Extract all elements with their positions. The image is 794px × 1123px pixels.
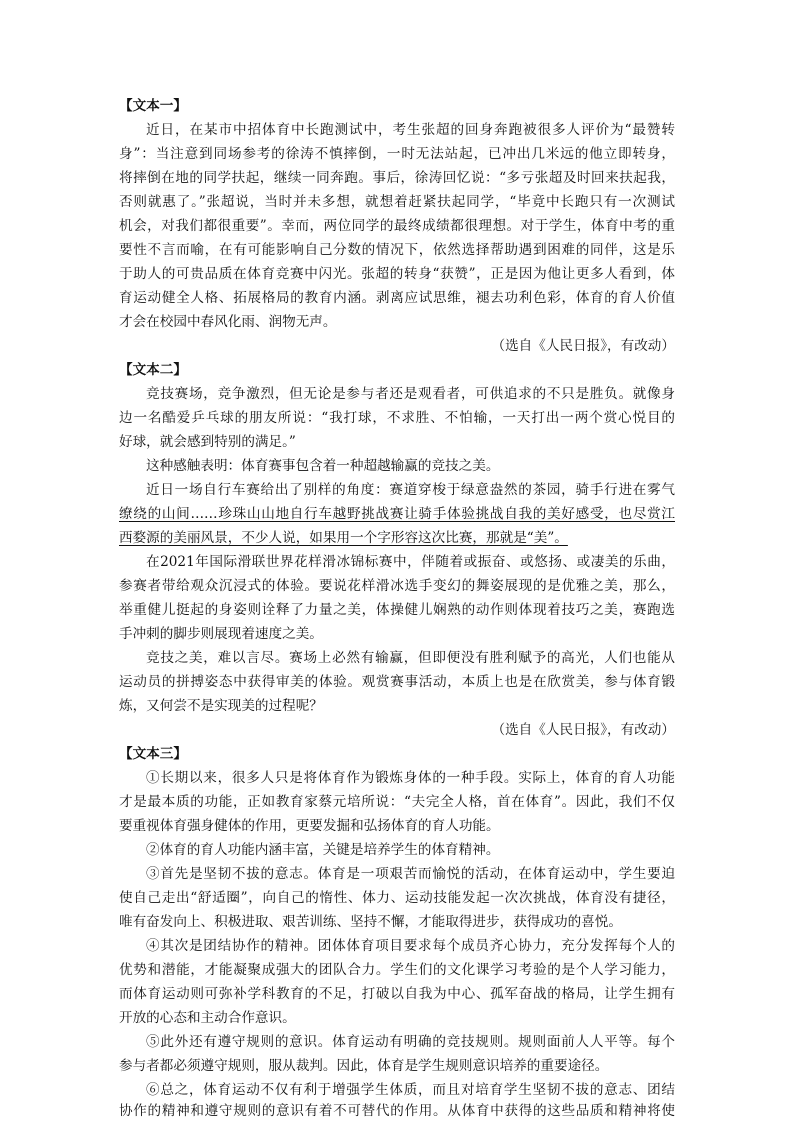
text2-line: 在2021年国际滑联世界花样滑冰锦标赛中，伴随着或振奋、或悠扬、或凄美的乐曲， (146, 554, 675, 570)
text1-line: 将摔倒在地的同学扶起，继续一同奔跑。事后，徐涛回忆说：“多亏张超及时回来扶起我， (119, 170, 675, 186)
text2-line: 举重健儿挺起的身姿则诠释了力量之美，体操健儿娴熟的动作则体现着技巧之美，赛跑选 (119, 602, 675, 618)
text1-line: 才会在校园中春风化雨、润物无声。 (119, 314, 337, 330)
text3-line: 使自己走出“舒适圈”，向自己的惰性、体力、运动技能发起一次次挑战，体育没有捷径， (119, 890, 675, 906)
text2-heading: 【文本二】 (119, 362, 187, 378)
text2-line: 参赛者带给观众沉浸式的体验。要说花样滑冰选手变幻的舞姿展现的是优雅之美，那么， (119, 578, 675, 594)
text2-underlined-line: 缭绕的山间……珍珠山山地自行车越野挑战赛让骑手体验挑战自我的美好感受，也尽赏江 (119, 506, 675, 522)
text2-underlined-line: 西婺源的美丽风景，不少人说，如果用一个字形容这次比赛，那就是“美”。 (119, 530, 568, 546)
text2-line: 这种感触表明：体育赛事包含着一种超越输赢的竞技之美。 (146, 458, 500, 474)
text3-line: 参与者都必须遵守规则，服从裁判。因此，体育是学生规则意识培养的重要途径。 (119, 1058, 609, 1074)
text3-line: ④其次是团结协作的精神。团体体育项目要求每个成员齐心协力，充分发挥每个人的 (146, 938, 675, 954)
text1-line: 否则就惠了。”张超说，当时并未多想，就想着赶紧扶起同学，“毕竟中长跑只有一次测试 (119, 194, 675, 210)
text2-line: 好球，就会感到特别的满足。” (119, 434, 296, 450)
text1-line: 要性不言而喻，在有可能影响自己分数的情况下，依然选择帮助遇到困难的同伴，这是乐 (119, 242, 675, 258)
text1-source: （选自《人民日报》，有改动） (491, 338, 675, 354)
text2-line: 炼，又何尝不是实现美的过程呢？ (119, 698, 323, 714)
text3-line: ①长期以来，很多人只是将体育作为锻炼身体的一种手段。实际上，体育的育人功能 (146, 770, 675, 786)
text2-line: 边一名酷爱乒乓球的朋友所说：“我打球，不求胜、不怕输，一天打出一两个赏心悦目的 (119, 410, 675, 426)
text3-line: 协作的精神和遵守规则的意识有着不可替代的作用。从体育中获得的这些品质和精神将使 (119, 1103, 675, 1119)
text1-line: 身”：当注意到同场参考的徐涛不慎摔倒，一时无法站起，已冲出几米远的他立即转身， (119, 146, 675, 162)
text1-line: 近日，在某市中招体育中长跑测试中，考生张超的回身奔跑被很多人评价为“最赞转 (146, 122, 675, 138)
text3-line: 开放的心态和主动合作意识。 (119, 1010, 296, 1026)
text3-line: 而体育运动则可弥补学科教育的不足，打破以自我为中心、孤军奋战的格局，让学生拥有 (119, 986, 675, 1002)
text3-line: 唯有奋发向上、积极进取、艰苦训练、坚持不懈，才能取得进步，获得成功的喜悦。 (119, 914, 622, 930)
text3-heading: 【文本三】 (119, 746, 187, 762)
text3-line: 要重视体育强身健体的作用，更要发掘和弘扬体育的育人功能。 (119, 818, 500, 834)
text2-source: （选自《人民日报》，有改动） (491, 722, 675, 738)
text3-line: ⑤此外还有遵守规则的意识。体育运动有明确的竞技规则。规则面前人人平等。每个 (146, 1034, 675, 1050)
text3-line: 才是最本质的功能，正如教育家蔡元培所说：“夫完全人格，首在体育”。因此，我们不仅 (119, 794, 675, 810)
text1-line: 机会，对我们都很重要”。幸而，两位同学的最终成绩都很理想。对于学生，体育中考的重 (119, 218, 675, 234)
text2-line: 运动员的拼搏姿态中获得审美的体验。观赏赛事活动，本质上也是在欣赏美，参与体育锻 (119, 674, 675, 690)
text1-line: 于助人的可贵品质在体育竞赛中闪光。张超的转身“获赞”，正是因为他让更多人看到，体 (119, 266, 675, 282)
text3-line: ③首先是坚韧不拔的意志。体育是一项艰苦而愉悦的活动，在体育运动中，学生要迫 (146, 866, 675, 882)
text2-line: 近日一场自行车赛给出了别样的角度：赛道穿梭于绿意盎然的茶园，骑手行进在雾气 (146, 482, 675, 498)
text1-line: 育运动健全人格、拓展格局的教育内涵。剥离应试思维，褪去功利色彩，体育的育人价值 (119, 290, 675, 306)
text1-heading: 【文本一】 (119, 98, 187, 114)
text2-line: 手冲刺的脚步则展现着速度之美。 (119, 626, 323, 642)
text2-line: 竞技赛场，竞争激烈，但无论是参与者还是观看者，可供追求的不只是胜负。就像身 (146, 386, 675, 402)
text3-line: 优势和潜能，才能凝聚成强大的团队合力。学生们的文化课学习考验的是个人学习能力， (119, 962, 675, 978)
text3-line: ②体育的育人功能内涵丰富，关键是培养学生的体育精神。 (146, 842, 500, 858)
text2-line: 竞技之美，难以言尽。赛场上必然有输赢，但即便没有胜利赋予的高光，人们也能从 (146, 650, 675, 666)
text3-line: ⑥总之，体育运动不仅有利于增强学生体质，而且对培育学生坚韧不拔的意志、团结 (146, 1082, 675, 1098)
